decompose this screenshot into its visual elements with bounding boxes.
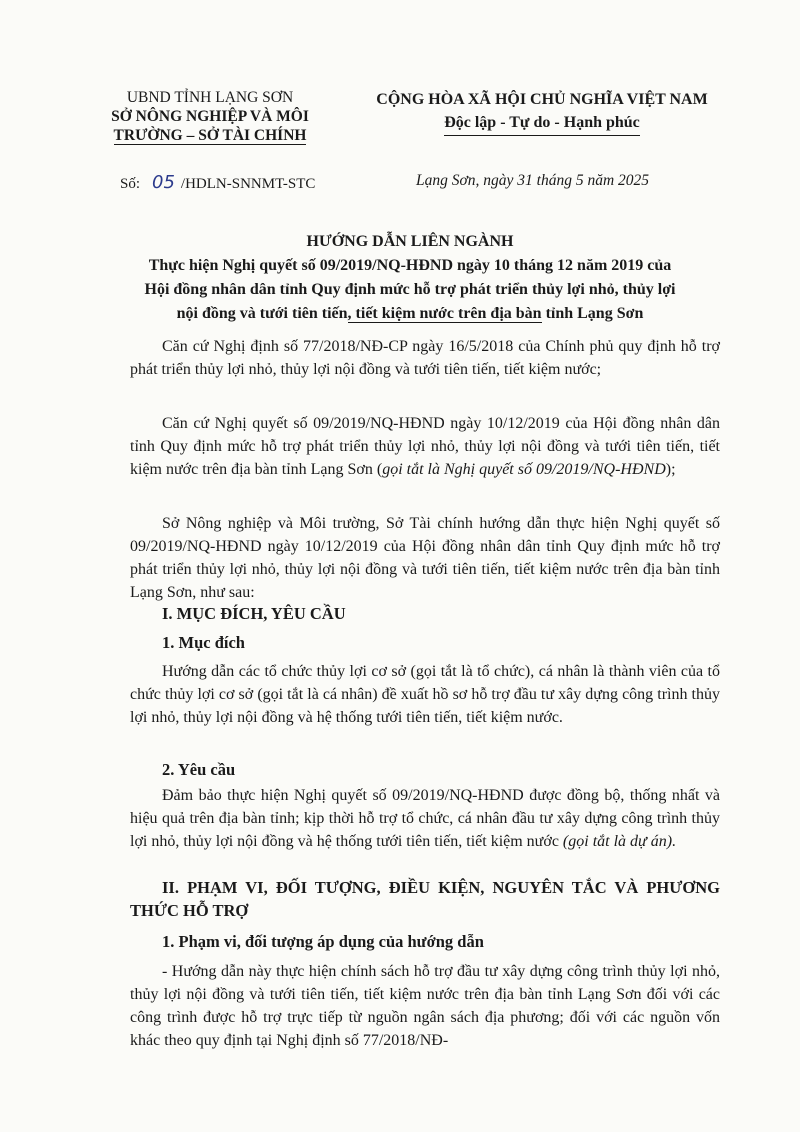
- section-1-heading: I. MỤC ĐÍCH, YÊU CẦU: [162, 604, 346, 623]
- paragraph-purpose: Hướng dẫn các tổ chức thủy lợi cơ sở (gọi tắt là tổ chức), cá nhân là thành viên của tổ chức thủy lợi cơ sở (gọi tắt là cá nhân) đề xuất hồ sơ hỗ trợ đầu tư xây dựng công trình thủy lợi nhỏ, thủy lợi nội đồng và hệ thống tưới tiên tiến, tiết kiệm nước.: [130, 663, 720, 726]
- document-title: [110, 230, 710, 326]
- p2-text: Căn cứ Nghị quyết số 09/2019/NQ-HĐND ngày 10/12/2019 của Hội đồng nhân dân tỉnh Quy định mức hỗ trợ phát triển thủy lợi nhỏ, thủy lợi nội đồng và tưới tiên tiến, tiết kiệm nước trên địa bàn tỉnh Lạng Sơn (: [130, 415, 720, 478]
- paragraph-intro: Sở Nông nghiệp và Môi trường, Sở Tài chính hướng dẫn thực hiện Nghị quyết số 09/2019/NQ-HĐND ngày 10/12/2019 của Hội đồng nhân dân tỉnh Quy định mức hỗ trợ phát triển thủy lợi nhỏ, thủy lợi nội đồng và tưới tiên tiến, tiết kiệm nước trên địa bàn tỉnh Lạng Sơn, như sau:: [130, 515, 720, 601]
- p5-text: Đảm bảo thực hiện Nghị quyết số 09/2019/NQ-HĐND được đồng bộ, thống nhất và hiệu quả trên địa bàn tỉnh; kịp thời hỗ trợ tổ chức, cá nhân đầu tư xây dựng công trình thủy lợi nhỏ, thủy lợi nội đồng và hệ thống tưới tiên tiến, tiết kiệm nước: [130, 787, 720, 850]
- title-line2: Hội đồng nhân dân tỉnh Quy định mức hỗ trợ phát triển thủy lợi nhỏ, thủy lợi: [144, 281, 676, 298]
- title-line3: [110, 302, 710, 326]
- p2-italic: gọi tắt là Nghị quyết số 09/2019/NQ-HĐND: [382, 461, 666, 478]
- p2-end: );: [665, 461, 676, 478]
- section-1-1-heading: 1. Mục đích: [162, 633, 245, 652]
- doc-no-handwritten: 05: [152, 172, 175, 193]
- dept-name-line2-text: TRƯỜNG – SỞ TÀI CHÍNH: [113, 127, 307, 144]
- title-line1: Thực hiện Nghị quyết số 09/2019/NQ-HĐND ngày 10 tháng 12 năm 2019 của: [148, 257, 672, 274]
- title-main: HƯỚNG DẪN LIÊN NGÀNH: [306, 233, 514, 250]
- section-2-heading: II. PHẠM VI, ĐỐI TƯỢNG, ĐIỀU KIỆN, NGUYÊN TẮC VÀ PHƯƠNG THỨC HỖ TRỢ: [130, 878, 720, 920]
- document-number: [120, 172, 315, 193]
- paragraph-requirements: [130, 784, 720, 853]
- title-line3b: , tiết kiệm nước trên địa bàn: [347, 305, 542, 322]
- motto: Độc lập - Tự do - Hạnh phúc: [444, 111, 640, 136]
- doc-no-label: Số:: [120, 176, 141, 192]
- title-line3c: tỉnh Lạng Sơn: [541, 305, 644, 322]
- section-2-1-heading: 1. Phạm vi, đối tượng áp dụng của hướng dẫn: [162, 932, 484, 951]
- national-header: [368, 88, 716, 136]
- doc-no-suffix: /HDLN-SNNMT-STC: [180, 176, 316, 192]
- nation-name: CỘNG HÒA XÃ HỘI CHỦ NGHĨA VIỆT NAM: [376, 91, 708, 108]
- title-line3a: nội đồng và tưới tiên tiến: [176, 305, 348, 322]
- document-date: Lạng Sơn, ngày 31 tháng 5 năm 2025: [416, 172, 650, 189]
- paragraph-legal-basis-2: [130, 412, 720, 481]
- dept-name-line1: SỞ NÔNG NGHIỆP VÀ MÔI: [111, 108, 309, 125]
- dept-name-line2: [100, 126, 320, 145]
- paragraph-scope: - Hướng dẫn này thực hiện chính sách hỗ trợ đầu tư xây dựng công trình thủy lợi nhỏ, thủy lợi nội đồng và tưới tiên tiến, tiết kiệm nước trên địa bàn tỉnh Lạng Sơn đối với các công trình được hỗ trợ trực tiếp từ nguồn ngân sách địa phương; đối với các nguồn vốn khác theo quy định tại Nghị định số 77/2018/NĐ-: [130, 963, 720, 1049]
- section-1-2-heading: 2. Yêu cầu: [162, 760, 236, 779]
- issuer-block: [100, 88, 320, 145]
- p5-italic: (gọi tắt là dự án).: [562, 833, 677, 850]
- paragraph-legal-basis-1: Căn cứ Nghị định số 77/2018/NĐ-CP ngày 16/5/2018 của Chính phủ quy định hỗ trợ phát triển thủy lợi nhỏ, thủy lợi nội đồng và tưới tiên tiến, tiết kiệm nước;: [130, 338, 720, 378]
- agency-name: UBND TỈNH LẠNG SƠN: [126, 89, 294, 106]
